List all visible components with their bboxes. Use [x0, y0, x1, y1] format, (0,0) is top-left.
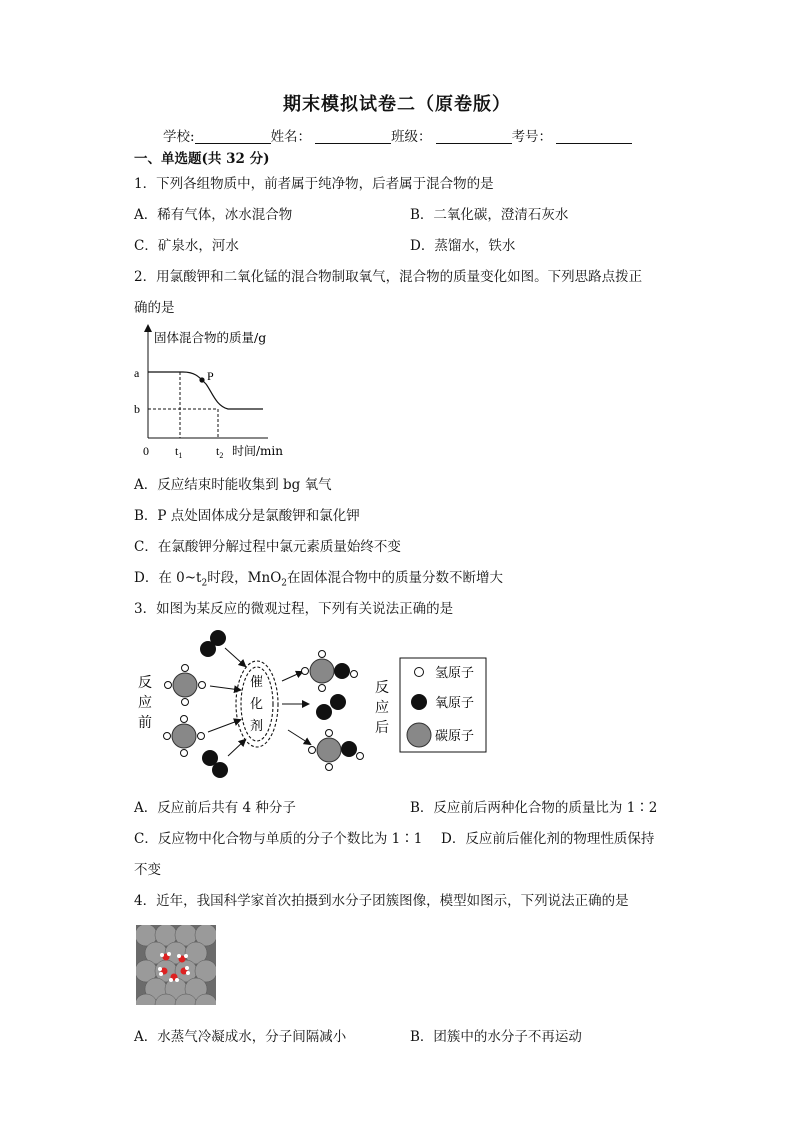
legend-oxygen: 氧原子 [435, 696, 475, 711]
oxygen-molecule-bottom [202, 750, 228, 778]
before-label-2: 应 [138, 695, 152, 711]
q3-option-d-cont: 不变 [134, 862, 161, 878]
q2-stem: 2．用氯酸钾和二氧化锰的混合物制取氧气，混合物的质量变化如图。下列思路点拨正 [134, 269, 643, 285]
label-p: P [207, 369, 214, 383]
q3-option-c[interactable]: C．反应物中化合物与单质的分子个数比为 1∶1 [134, 831, 423, 847]
after-label-3: 后 [375, 720, 389, 736]
tick-b: b [134, 402, 140, 416]
oxygen-icon [411, 694, 427, 710]
point-p [199, 377, 204, 382]
exam-no-field[interactable] [556, 129, 632, 144]
q2-option-d[interactable]: D．在 $0\sim t_2$时段，MnO$_2$在固体混合物中的质量分数不断增大 [134, 570, 504, 589]
hydrogen-icon [415, 668, 424, 677]
school-field[interactable] [195, 129, 271, 144]
x-axis-label: 时间/min [232, 444, 283, 458]
after-label-2: 应 [375, 700, 389, 716]
q3-option-a[interactable]: A．反应前后共有 4 种分子 [134, 800, 296, 816]
q2-option-a[interactable]: A．反应结束时能收集到 bg 氧气 [134, 477, 332, 493]
oxygen-molecule-after [316, 694, 346, 720]
name-label: 姓名： [270, 129, 312, 145]
tick-t2: $t_2$ [216, 444, 224, 460]
methane-molecule-1 [165, 665, 206, 706]
tick-t1: $t_1$ [175, 444, 183, 460]
page-title: 期末模拟试卷二（原卷版） [283, 94, 511, 115]
q1-option-c[interactable]: C．矿泉水，河水 [134, 238, 239, 254]
q2-stem-cont: 确的是 [134, 300, 175, 316]
carbon-icon [407, 723, 431, 747]
q1-option-d[interactable]: D．蒸馏水，铁水 [410, 238, 516, 254]
catalyst-label-1: 催 [250, 675, 264, 690]
q1-option-b[interactable]: B．二氧化碳，澄清石灰水 [410, 207, 569, 223]
q4-water-cluster-image [136, 925, 216, 1005]
tick-origin: 0 [143, 444, 149, 458]
q4-option-b[interactable]: B．团簇中的水分子不再运动 [410, 1029, 582, 1045]
q2-option-b[interactable]: B．P 点处固体成分是氯酸钾和氯化钾 [134, 508, 360, 524]
q3-option-b[interactable]: B．反应前后两种化合物的质量比为 1∶2 [410, 800, 658, 816]
q1-option-a[interactable]: A．稀有气体，冰水混合物 [134, 207, 293, 223]
q3-option-d[interactable]: D．反应前后催化剂的物理性质保持 [441, 831, 655, 847]
student-info-line [163, 125, 632, 145]
mass-curve [148, 372, 263, 409]
catalyst-label-3: 剂 [250, 719, 264, 734]
oxygen-molecule-top [200, 630, 226, 657]
section-heading: 一、单选题(共 32 分) [134, 151, 270, 167]
before-label-1: 反 [138, 675, 152, 691]
methane-molecule-2 [164, 716, 205, 757]
q2-mass-time-graph [128, 322, 298, 462]
catalyst-label-2: 化 [250, 697, 264, 712]
legend-carbon: 碳原子 [435, 729, 475, 744]
product-molecule-1 [302, 651, 358, 692]
y-axis-label: 固体混合物的质量/g [154, 330, 267, 345]
school-label: 学校: [163, 129, 195, 145]
before-label-3: 前 [138, 715, 152, 731]
q4-option-a[interactable]: A．水蒸气冷凝成水，分子间隔减小 [134, 1029, 347, 1045]
name-field[interactable] [315, 129, 391, 144]
tick-a: a [134, 366, 140, 380]
q3-reaction-diagram [130, 626, 490, 786]
class-field[interactable] [436, 129, 512, 144]
q1-stem: 1．下列各组物质中，前者属于纯净物，后者属于混合物的是 [134, 176, 494, 192]
product-molecule-2 [309, 730, 364, 771]
legend-hydrogen: 氢原子 [435, 666, 475, 681]
class-label: 班级： [391, 129, 432, 145]
q3-stem: 3．如图为某反应的微观过程，下列有关说法正确的是 [134, 601, 454, 617]
after-label-1: 反 [375, 680, 389, 696]
q4-stem: 4．近年，我国科学家首次拍摄到水分子团簇图像，模型如图示，下列说法正确的是 [134, 893, 629, 909]
q2-option-c[interactable]: C．在氯酸钾分解过程中氯元素质量始终不变 [134, 539, 401, 555]
exam-no-label: 考号： [511, 129, 553, 145]
